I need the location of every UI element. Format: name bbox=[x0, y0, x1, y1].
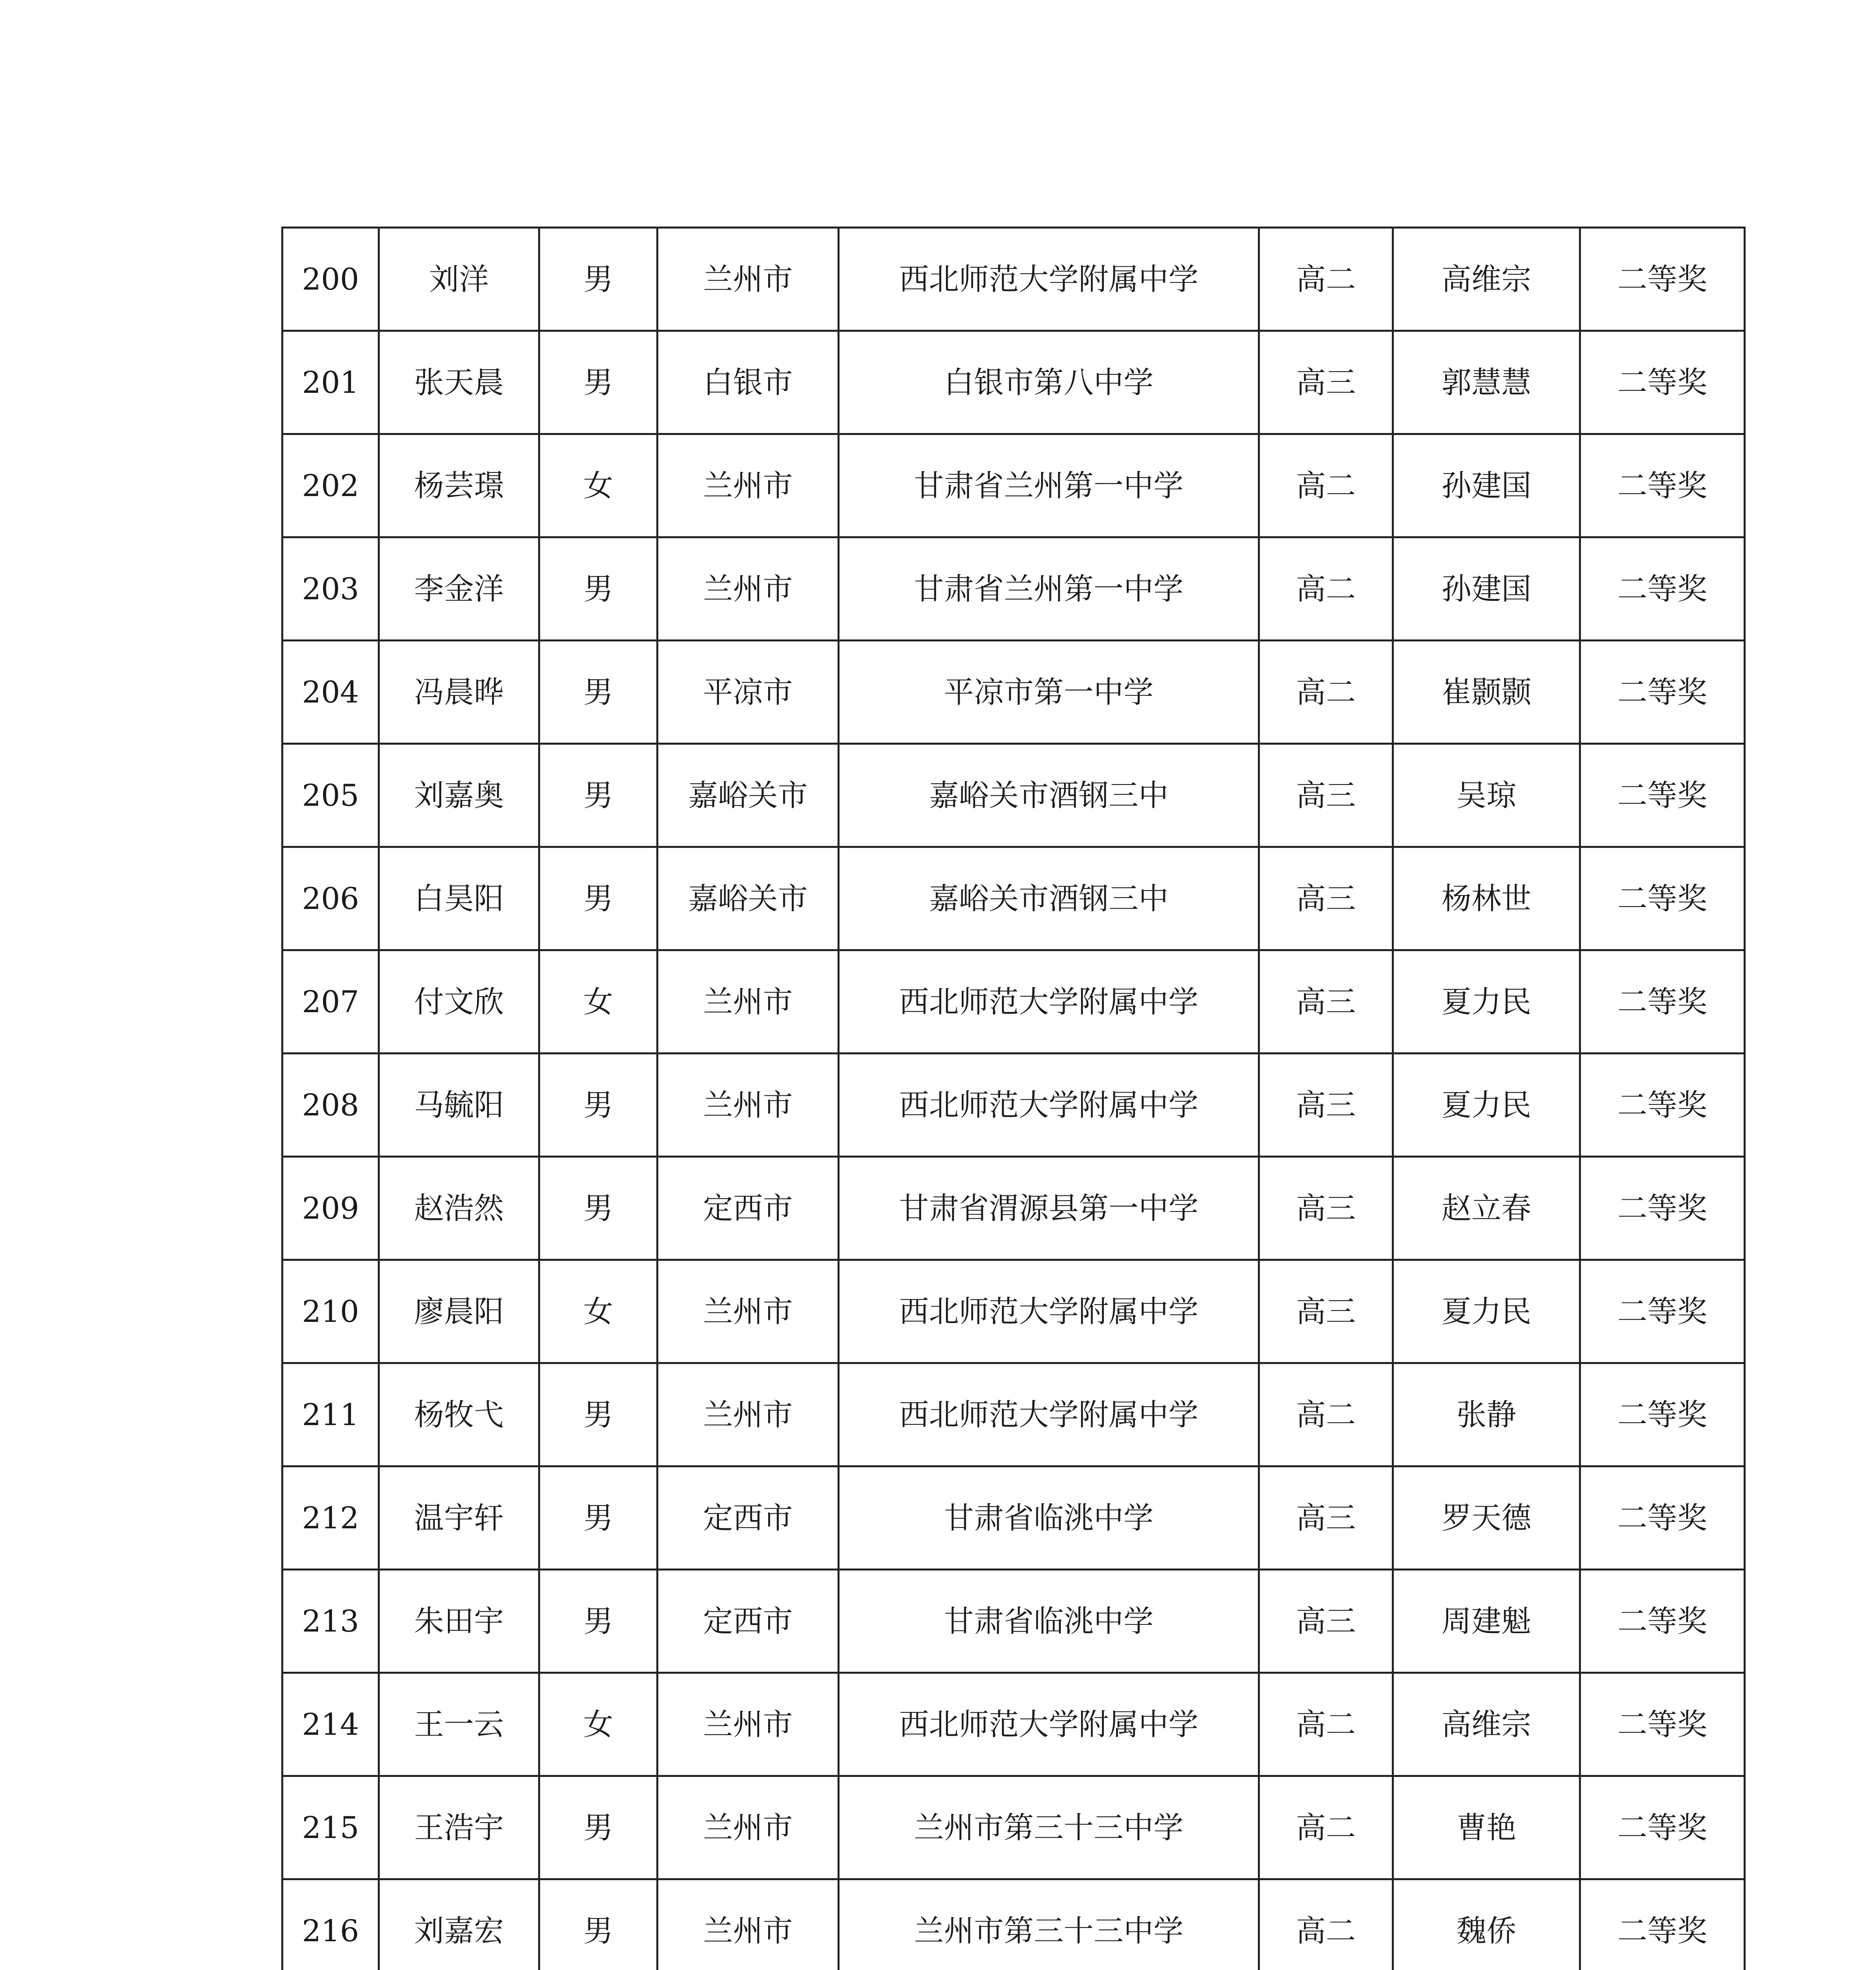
cell-teacher: 孙建国 bbox=[1393, 537, 1580, 641]
cell-school: 嘉峪关市酒钢三中 bbox=[839, 847, 1259, 950]
cell-gender: 男 bbox=[539, 641, 658, 744]
cell-city: 兰州市 bbox=[658, 950, 839, 1054]
table-row bbox=[282, 744, 1745, 847]
cell-school: 甘肃省兰州第一中学 bbox=[839, 434, 1259, 537]
cell-school: 甘肃省临洮中学 bbox=[839, 1570, 1259, 1673]
cell-city: 定西市 bbox=[658, 1570, 839, 1673]
table-row bbox=[282, 1466, 1745, 1570]
cell-grade: 高三 bbox=[1259, 1054, 1393, 1157]
cell-award: 二等奖 bbox=[1580, 1260, 1745, 1363]
cell-gender: 男 bbox=[539, 1879, 658, 1970]
cell-gender: 男 bbox=[539, 1570, 658, 1673]
cell-grade: 高二 bbox=[1259, 228, 1393, 331]
cell-number: 209 bbox=[282, 1157, 379, 1260]
table-body bbox=[282, 228, 1745, 1970]
cell-school: 西北师范大学附属中学 bbox=[839, 228, 1259, 331]
cell-award: 二等奖 bbox=[1580, 434, 1745, 537]
cell-number: 211 bbox=[282, 1363, 379, 1466]
cell-city: 嘉峪关市 bbox=[658, 744, 839, 847]
cell-gender: 男 bbox=[539, 331, 658, 434]
cell-award: 二等奖 bbox=[1580, 1466, 1745, 1570]
cell-school: 甘肃省临洮中学 bbox=[839, 1466, 1259, 1570]
cell-name: 王浩宇 bbox=[379, 1776, 539, 1879]
table-row bbox=[282, 1260, 1745, 1363]
cell-city: 兰州市 bbox=[658, 1054, 839, 1157]
cell-award: 二等奖 bbox=[1580, 1157, 1745, 1260]
cell-grade: 高二 bbox=[1259, 434, 1393, 537]
cell-teacher: 杨林世 bbox=[1393, 847, 1580, 950]
cell-award: 二等奖 bbox=[1580, 950, 1745, 1054]
cell-teacher: 魏侨 bbox=[1393, 1879, 1580, 1970]
cell-grade: 高三 bbox=[1259, 331, 1393, 434]
cell-number: 201 bbox=[282, 331, 379, 434]
table-row bbox=[282, 641, 1745, 744]
cell-name: 王一云 bbox=[379, 1673, 539, 1776]
cell-number: 216 bbox=[282, 1879, 379, 1970]
cell-teacher: 夏力民 bbox=[1393, 1054, 1580, 1157]
cell-grade: 高二 bbox=[1259, 537, 1393, 641]
cell-gender: 男 bbox=[539, 744, 658, 847]
cell-teacher: 张静 bbox=[1393, 1363, 1580, 1466]
cell-name: 杨芸璟 bbox=[379, 434, 539, 537]
cell-award: 二等奖 bbox=[1580, 228, 1745, 331]
cell-gender: 女 bbox=[539, 1673, 658, 1776]
cell-school: 西北师范大学附属中学 bbox=[839, 950, 1259, 1054]
table-row bbox=[282, 331, 1745, 434]
cell-school: 西北师范大学附属中学 bbox=[839, 1673, 1259, 1776]
cell-city: 兰州市 bbox=[658, 1673, 839, 1776]
cell-grade: 高三 bbox=[1259, 847, 1393, 950]
cell-gender: 男 bbox=[539, 1054, 658, 1157]
cell-grade: 高三 bbox=[1259, 1157, 1393, 1260]
cell-teacher: 吴琼 bbox=[1393, 744, 1580, 847]
cell-city: 定西市 bbox=[658, 1466, 839, 1570]
cell-award: 二等奖 bbox=[1580, 1570, 1745, 1673]
cell-number: 212 bbox=[282, 1466, 379, 1570]
cell-city: 兰州市 bbox=[658, 1879, 839, 1970]
cell-number: 205 bbox=[282, 744, 379, 847]
cell-city: 兰州市 bbox=[658, 1363, 839, 1466]
cell-school: 西北师范大学附属中学 bbox=[839, 1260, 1259, 1363]
cell-gender: 女 bbox=[539, 1260, 658, 1363]
cell-school: 嘉峪关市酒钢三中 bbox=[839, 744, 1259, 847]
cell-number: 208 bbox=[282, 1054, 379, 1157]
table-row bbox=[282, 537, 1745, 641]
cell-gender: 男 bbox=[539, 1157, 658, 1260]
cell-number: 215 bbox=[282, 1776, 379, 1879]
cell-award: 二等奖 bbox=[1580, 537, 1745, 641]
cell-teacher: 郭慧慧 bbox=[1393, 331, 1580, 434]
cell-city: 白银市 bbox=[658, 331, 839, 434]
cell-school: 兰州市第三十三中学 bbox=[839, 1879, 1259, 1970]
cell-name: 刘嘉奥 bbox=[379, 744, 539, 847]
cell-name: 白昊阳 bbox=[379, 847, 539, 950]
cell-name: 杨牧弋 bbox=[379, 1363, 539, 1466]
cell-school: 甘肃省渭源县第一中学 bbox=[839, 1157, 1259, 1260]
cell-award: 二等奖 bbox=[1580, 744, 1745, 847]
cell-name: 朱田宇 bbox=[379, 1570, 539, 1673]
cell-teacher: 夏力民 bbox=[1393, 950, 1580, 1054]
cell-gender: 女 bbox=[539, 434, 658, 537]
cell-grade: 高三 bbox=[1259, 1466, 1393, 1570]
table-row bbox=[282, 1673, 1745, 1776]
cell-award: 二等奖 bbox=[1580, 1363, 1745, 1466]
table-row bbox=[282, 950, 1745, 1054]
cell-gender: 男 bbox=[539, 1776, 658, 1879]
cell-teacher: 周建魁 bbox=[1393, 1570, 1580, 1673]
table-row bbox=[282, 434, 1745, 537]
cell-teacher: 孙建国 bbox=[1393, 434, 1580, 537]
table-row bbox=[282, 1570, 1745, 1673]
table-row bbox=[282, 1776, 1745, 1879]
cell-award: 二等奖 bbox=[1580, 1879, 1745, 1970]
cell-number: 200 bbox=[282, 228, 379, 331]
cell-teacher: 高维宗 bbox=[1393, 228, 1580, 331]
cell-grade: 高二 bbox=[1259, 641, 1393, 744]
cell-gender: 男 bbox=[539, 1466, 658, 1570]
cell-grade: 高二 bbox=[1259, 1673, 1393, 1776]
cell-award: 二等奖 bbox=[1580, 641, 1745, 744]
cell-city: 兰州市 bbox=[658, 1260, 839, 1363]
cell-name: 温宇轩 bbox=[379, 1466, 539, 1570]
cell-grade: 高二 bbox=[1259, 1776, 1393, 1879]
cell-teacher: 赵立春 bbox=[1393, 1157, 1580, 1260]
cell-number: 203 bbox=[282, 537, 379, 641]
cell-grade: 高三 bbox=[1259, 950, 1393, 1054]
table-row bbox=[282, 1363, 1745, 1466]
table-row bbox=[282, 1879, 1745, 1970]
cell-teacher: 高维宗 bbox=[1393, 1673, 1580, 1776]
cell-number: 207 bbox=[282, 950, 379, 1054]
cell-number: 214 bbox=[282, 1673, 379, 1776]
cell-city: 兰州市 bbox=[658, 228, 839, 331]
cell-name: 马毓阳 bbox=[379, 1054, 539, 1157]
cell-number: 204 bbox=[282, 641, 379, 744]
cell-name: 赵浩然 bbox=[379, 1157, 539, 1260]
cell-teacher: 崔颢颢 bbox=[1393, 641, 1580, 744]
cell-city: 兰州市 bbox=[658, 434, 839, 537]
cell-school: 白银市第八中学 bbox=[839, 331, 1259, 434]
cell-name: 廖晨阳 bbox=[379, 1260, 539, 1363]
cell-school: 西北师范大学附属中学 bbox=[839, 1363, 1259, 1466]
cell-name: 冯晨晔 bbox=[379, 641, 539, 744]
cell-grade: 高二 bbox=[1259, 1879, 1393, 1970]
cell-name: 李金洋 bbox=[379, 537, 539, 641]
cell-city: 平凉市 bbox=[658, 641, 839, 744]
cell-grade: 高三 bbox=[1259, 1260, 1393, 1363]
cell-award: 二等奖 bbox=[1580, 847, 1745, 950]
cell-teacher: 曹艳 bbox=[1393, 1776, 1580, 1879]
cell-name: 刘嘉宏 bbox=[379, 1879, 539, 1970]
cell-number: 210 bbox=[282, 1260, 379, 1363]
cell-gender: 女 bbox=[539, 950, 658, 1054]
cell-number: 206 bbox=[282, 847, 379, 950]
cell-grade: 高三 bbox=[1259, 1570, 1393, 1673]
cell-name: 张天晨 bbox=[379, 331, 539, 434]
cell-city: 定西市 bbox=[658, 1157, 839, 1260]
cell-school: 平凉市第一中学 bbox=[839, 641, 1259, 744]
table-row bbox=[282, 847, 1745, 950]
cell-award: 二等奖 bbox=[1580, 331, 1745, 434]
cell-city: 兰州市 bbox=[658, 537, 839, 641]
cell-school: 兰州市第三十三中学 bbox=[839, 1776, 1259, 1879]
awards-table bbox=[281, 227, 1746, 1970]
cell-name: 刘洋 bbox=[379, 228, 539, 331]
cell-name: 付文欣 bbox=[379, 950, 539, 1054]
cell-award: 二等奖 bbox=[1580, 1054, 1745, 1157]
table-row bbox=[282, 228, 1745, 331]
cell-gender: 男 bbox=[539, 228, 658, 331]
cell-award: 二等奖 bbox=[1580, 1776, 1745, 1879]
cell-school: 西北师范大学附属中学 bbox=[839, 1054, 1259, 1157]
cell-teacher: 罗天德 bbox=[1393, 1466, 1580, 1570]
cell-gender: 男 bbox=[539, 537, 658, 641]
cell-grade: 高二 bbox=[1259, 1363, 1393, 1466]
cell-city: 兰州市 bbox=[658, 1776, 839, 1879]
cell-gender: 男 bbox=[539, 847, 658, 950]
cell-award: 二等奖 bbox=[1580, 1673, 1745, 1776]
cell-number: 202 bbox=[282, 434, 379, 537]
cell-gender: 男 bbox=[539, 1363, 658, 1466]
cell-city: 嘉峪关市 bbox=[658, 847, 839, 950]
table-row bbox=[282, 1157, 1745, 1260]
cell-teacher: 夏力民 bbox=[1393, 1260, 1580, 1363]
cell-number: 213 bbox=[282, 1570, 379, 1673]
table-row bbox=[282, 1054, 1745, 1157]
cell-school: 甘肃省兰州第一中学 bbox=[839, 537, 1259, 641]
cell-grade: 高三 bbox=[1259, 744, 1393, 847]
